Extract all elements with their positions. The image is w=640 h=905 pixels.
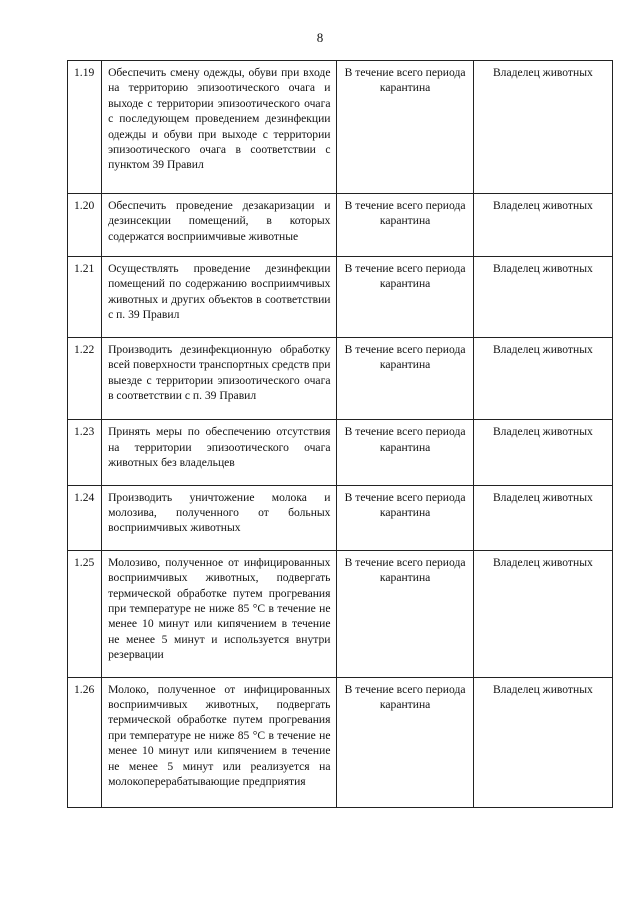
row-number: 1.25 [68, 550, 102, 677]
measure-text: Производить уничтожение молока и молозива, полученного от больных восприимчивых животных [102, 485, 337, 550]
period-text: В течение всего периода карантина [337, 420, 473, 485]
responsible-text: Владелец животных [473, 550, 612, 677]
row-number: 1.23 [68, 420, 102, 485]
measure-text: Принять меры по обеспечению отсутствия на территории эпизоотического очага животных без владельцев [102, 420, 337, 485]
period-text: В течение всего периода карантина [337, 337, 473, 420]
responsible-text: Владелец животных [473, 485, 612, 550]
table-body [68, 61, 613, 808]
table-row [68, 550, 613, 677]
page-number: 8 [316, 30, 324, 45]
row-number: 1.20 [68, 193, 102, 256]
measure-text: Осуществлять проведение дезинфекции помещений по содержанию восприимчивых животных и других объектов в соответствии с п. 39 Правил [102, 257, 337, 338]
period-text: В течение всего периода карантина [337, 257, 473, 338]
period-text: В течение всего периода карантина [337, 677, 473, 808]
table-row [68, 337, 613, 420]
table-row [68, 485, 613, 550]
responsible-text: Владелец животных [473, 420, 612, 485]
quarantine-measures-table [67, 60, 613, 808]
measure-text: Обеспечить проведение дезакаризации и дезинсекции помещений, в которых содержатся восприимчивые животные [102, 193, 337, 256]
table-row [68, 677, 613, 808]
period-text: В течение всего периода карантина [337, 550, 473, 677]
row-number: 1.19 [68, 61, 102, 194]
table-row [68, 257, 613, 338]
responsible-text: Владелец животных [473, 61, 612, 194]
table-row [68, 420, 613, 485]
measure-text: Молоко, полученное от инфицированных восприимчивых животных, подвергать термической обработке путем прогревания при температуре не ниже 85 °С в течение не менее 10 минут или кипячением в течение не менее 5 минут или реализуется на молокоперерабатывающие предприятия [102, 677, 337, 808]
measure-text: Обеспечить смену одежды, обуви при входе на территорию эпизоотического очага и выходе с территории эпизоотического очага с последующем проведением дезинфекции одежды и обуви при выходе с территории эпизоотического очага в соответствии с пунктом 39 Правил [102, 61, 337, 194]
row-number: 1.24 [68, 485, 102, 550]
period-text: В течение всего периода карантина [337, 485, 473, 550]
row-number: 1.26 [68, 677, 102, 808]
period-text: В течение всего периода карантина [337, 193, 473, 256]
measure-text: Молозиво, полученное от инфицированных восприимчивых животных, подвергать термической обработке путем прогревания при температуре не ниже 85 °С в течение не менее 10 минут или кипячением в течение не менее 5 минут и используется внутри резервации [102, 550, 337, 677]
period-text: В течение всего периода карантина [337, 61, 473, 194]
responsible-text: Владелец животных [473, 257, 612, 338]
row-number: 1.21 [68, 257, 102, 338]
table-row [68, 61, 613, 194]
measure-text: Производить дезинфекционную обработку всей поверхности транспортных средств при выезде с территории эпизоотического очага в соответствии с п. 39 Правил [102, 337, 337, 420]
row-number: 1.22 [68, 337, 102, 420]
responsible-text: Владелец животных [473, 337, 612, 420]
responsible-text: Владелец животных [473, 193, 612, 256]
table-row [68, 193, 613, 256]
responsible-text: Владелец животных [473, 677, 612, 808]
